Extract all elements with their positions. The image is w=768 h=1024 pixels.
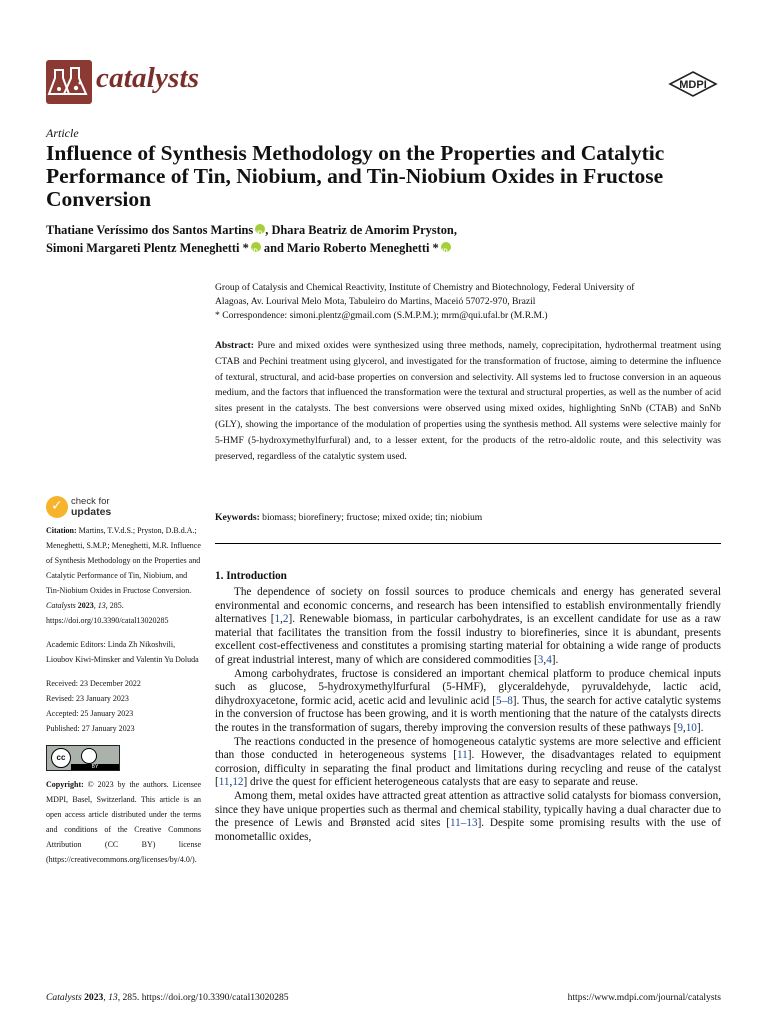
author-name: Mario Roberto Meneghetti * <box>286 241 439 255</box>
paragraph: The reactions conducted in the presence of homogeneous catalytic systems are more selective and efficient than those conducted in heterogeneous systems [11]. However, the disadvantages related to equipment corrosion, difficulty in separating the final product and limitations during recycling and reuse of the catalyst [11,12] drive the quest for efficient heterogeneous catalysts that are easy to separate and reuse. <box>215 735 722 789</box>
abstract <box>215 338 721 464</box>
received-date: Received: 23 December 2022 <box>46 679 141 688</box>
by-label: BY <box>71 764 119 770</box>
revised-date: Revised: 23 January 2023 <box>46 694 129 703</box>
author-name: Dhara Beatriz de Amorim Pryston, <box>271 223 457 237</box>
orcid-icon[interactable] <box>255 224 265 234</box>
citation-link[interactable]: 4 <box>546 653 552 666</box>
keywords <box>215 511 721 525</box>
citation-link[interactable]: 1 <box>274 613 281 626</box>
paragraph: The dependence of society on fossil sources to produce chemicals and energy has generated several environmental and economic concerns, and research has been intensified to establish environmentally friendly alternatives [1,2]. Renewable biomass, in particular carbohydrates, is an excellent candidate for use as a raw material that facilitates the transition from the fossil industry to biorefineries, since it is abundant, presents excellent cost-effectiveness and constitutes a promising starting material for obtaining a wide range of products of great industrial interest, many of which are considered commodities [3,4]. <box>215 586 721 666</box>
catalysts-logo-icon <box>46 60 92 104</box>
check-updates-icon: ✓ <box>46 496 68 518</box>
abstract-label: Abstract: <box>215 340 254 351</box>
footer-citation: Catalysts 2023, 13, 285. https://doi.org/10.3390/catal13020285 <box>46 992 289 1003</box>
citation-block: Citation: Martins, T.V.d.S.; Pryston, D.B.d.A.; Meneghetti, S.M.P.; Meneghetti, M.R. Influence of Synthesis Methodology on the Properties and Catalytic Performance of Tin, Niobium, and Tin-Niobium Oxides in Fructose Conversion. Catalysts 2023, 13, 285. https://doi.org/10.3390/catal13020285 <box>46 526 201 625</box>
academic-editors: Academic Editors: Linda Zh Nikoshvili, Lioubov Kiwi-Minsker and Valentin Yu Doluda <box>46 640 199 664</box>
dates-block <box>46 676 201 736</box>
article-info-sidebar <box>46 523 201 867</box>
affiliation <box>215 281 721 323</box>
orcid-icon[interactable] <box>251 242 261 252</box>
paragraph: Among carbohydrates, fructose is considered an important chemical platform to produce chemical inputs such as glucose, 5-hydroxymethylfurfural (5-HMF), glyceraldehyde, pyruvaldehyde, lactic acid, dihydroxyacetone, formic acid, acetic acid and levulinic acid [5–8]. Thus, the search for active catalytic systems in the conversion of fructose has been growing, and it is worth mentioning that the nature of the catalysts directs the routes in the transformation of sugars, thereby improving the conversion results of these pathways [9,10]. <box>215 667 721 734</box>
citation-link[interactable]: 9 <box>677 721 683 734</box>
check-updates-label: check for <box>71 496 110 507</box>
author-list <box>46 221 726 257</box>
affiliation-line: Alagoas, Av. Lourival Melo Mota, Tabuleiro do Martins, Maceió 57072-970, Brazil <box>215 296 536 307</box>
paper-title: Influence of Synthesis Methodology on the Properties and Catalytic Performance of Tin, Niobium, and Tin-Niobium Oxides in Fructose Conversion <box>46 141 665 211</box>
published-date: Published: 27 January 2023 <box>46 724 135 733</box>
citation-link[interactable]: 12 <box>232 776 244 789</box>
citation-link[interactable]: 5–8 <box>496 694 513 707</box>
author-separator: and <box>260 241 287 255</box>
section-divider <box>215 543 721 544</box>
copyright-block: Copyright: © 2023 by the authors. Licensee MDPI, Basel, Switzerland. This article is an open access article distributed under the terms and conditions of the Creative Commons Attribution (CC BY) license (https://creativecommons.org/licenses/by/4.0/). <box>46 780 201 864</box>
accepted-date: Accepted: 25 January 2023 <box>46 709 134 718</box>
article-type: Article <box>46 126 79 140</box>
citation-link[interactable]: 2 <box>282 613 289 626</box>
mdpi-logo-icon <box>666 70 720 98</box>
author-separator: , <box>265 223 272 237</box>
author-name: Simoni Margareti Plentz Meneghetti * <box>46 241 249 255</box>
citation-link[interactable]: 11–13 <box>450 817 478 830</box>
attribution-icon <box>81 748 97 764</box>
keywords-text: biomass; biorefinery; fructose; mixed oxide; tin; niobium <box>259 512 483 523</box>
keywords-label: Keywords: <box>215 512 260 523</box>
correspondence-line: * Correspondence: simoni.plentz@gmail.com (S.M.P.M.); mrm@qui.ufal.br (M.R.M.) <box>215 310 548 321</box>
citation-link[interactable]: 3 <box>537 653 544 666</box>
mdpi-logo-text: MDPI <box>679 79 707 91</box>
abstract-text: Pure and mixed oxides were synthesized using three methods, namely, coprecipitation, hydrothermal treatment using CTAB and Pechini treatment using glycerol, and investigated for the transformation of fructose, aiming to determine the influence of textural, structural, and acid-base properties on conversion and selectivity. All systems led to fructose conversion in an aqueous medium, and the factors that influenced the transformation were the textural and structural properties, as well as the number of acid sites present in the catalysts. The best conversions were observed using mixed oxides, highlighting SnNb (CTAB) and SnNb (GLY), showing the importance of the modulation of properties using the synthesis method. All systems were selective mainly for 5-HMF (5-hydroxymethylfurfural) and, to a lesser extent, for the products of the retro-aldolic route, and this selectivity was preserved, regardless of the catalytic system used. <box>215 340 721 462</box>
citation-link[interactable]: 11 <box>218 776 230 789</box>
introduction-body <box>215 586 721 844</box>
footer-journal-url[interactable]: https://www.mdpi.com/journal/catalysts <box>567 992 721 1003</box>
orcid-icon[interactable] <box>441 242 451 252</box>
check-for-updates-button[interactable] <box>46 496 166 520</box>
citation-link[interactable]: 11 <box>456 749 468 762</box>
author-name: Thatiane Veríssimo dos Santos Martins <box>46 223 254 237</box>
journal-name: catalysts <box>96 62 200 94</box>
section-heading: 1. Introduction <box>215 570 287 582</box>
check-updates-label: updates <box>71 506 112 518</box>
affiliation-line: Group of Catalysis and Chemical Reactivity, Institute of Chemistry and Biotechnology, Federal University of <box>215 282 635 293</box>
creative-commons-icon: cc <box>51 748 71 768</box>
paragraph: Among them, metal oxides have attracted great attention as attractive solid catalysts for biomass conversion, since they have unique properties such as thermal and chemical stability, typically having a dual character due to the presence of Lewis and Brønsted acid sites [11–13]. Despite some promising results with the use of monometallic oxides, <box>215 789 721 843</box>
citation-link[interactable]: 10 <box>685 721 697 734</box>
cc-by-license-badge[interactable] <box>46 745 120 771</box>
